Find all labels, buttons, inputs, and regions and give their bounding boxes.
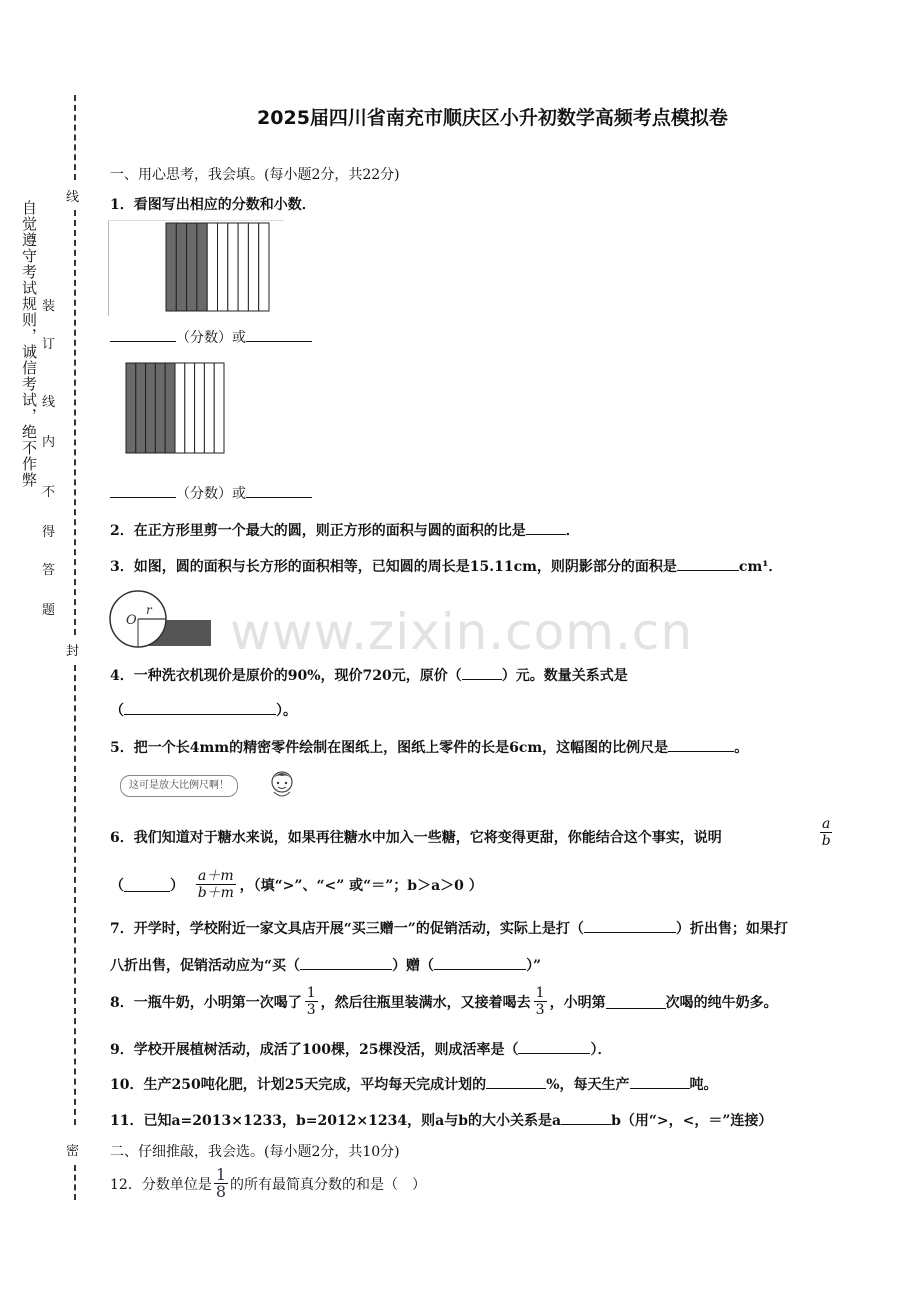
q5-text: 5．把一个长4mm的精密零件绘制在图纸上，图纸上零件的长是6cm，这幅图的比例尺是 bbox=[110, 740, 669, 756]
margin-label-feng: 封 bbox=[66, 644, 80, 659]
unshaded-strip bbox=[207, 223, 217, 311]
q1-figure-2 bbox=[125, 362, 225, 454]
answer-blank[interactable] bbox=[518, 1039, 590, 1054]
q11-a: 11．已知a=2013×1233，b=2012×1234，则a与b的大小关系是a bbox=[110, 1113, 562, 1129]
unshaded-strip bbox=[259, 223, 269, 311]
q7-end: ）折出售；如果打 bbox=[675, 921, 788, 937]
q4-close: ）。 bbox=[276, 703, 297, 719]
shaded-strip bbox=[165, 363, 175, 453]
shaded-strip bbox=[155, 363, 165, 453]
answer-blank[interactable] bbox=[561, 1110, 611, 1125]
answer-blank[interactable] bbox=[462, 665, 502, 680]
q8-b: ，然后往瓶里装满水，又接着喝去 bbox=[320, 994, 531, 1011]
answer-blank[interactable] bbox=[110, 483, 176, 498]
shaded-strip bbox=[126, 363, 136, 453]
q6-tail: ，（填“>”、“<” 或“＝”；b＞a＞0 ） bbox=[239, 877, 483, 894]
q12-fraction-one-eighth: $\frac{1}{8}$ bbox=[215, 1165, 227, 1201]
q12-b: 的所有最简真分数的和是（ ） bbox=[230, 1176, 427, 1193]
q1-answer-line-1 bbox=[110, 327, 312, 347]
q8-fraction-one-third: $\frac{1}{3}$ bbox=[306, 985, 316, 1018]
binding-char: 不 bbox=[42, 485, 56, 500]
q6-text: 6．我们知道对于糖水来说，如果再往糖水中加入一些糖，它将变得更甜，你能结合这个事实，说明 bbox=[110, 830, 722, 846]
answer-blank[interactable] bbox=[124, 877, 170, 892]
q8-c: ，小明第 bbox=[549, 994, 606, 1011]
unshaded-strip bbox=[195, 363, 205, 453]
q8-d: 次喝的纯牛奶多。 bbox=[665, 994, 778, 1011]
answer-blank[interactable] bbox=[124, 700, 276, 715]
question-3 bbox=[110, 556, 782, 576]
answer-blank[interactable] bbox=[486, 1074, 546, 1089]
question-6 bbox=[110, 827, 722, 847]
q4-open: （ bbox=[110, 703, 124, 719]
margin-dashed-line-mid bbox=[74, 210, 76, 635]
question-6-line2 bbox=[110, 868, 483, 901]
question-4 bbox=[110, 665, 628, 685]
cartoon-girl-icon bbox=[266, 768, 298, 800]
fill-label: （分数）或 bbox=[176, 486, 246, 502]
question-12 bbox=[110, 1167, 426, 1200]
q9-end: ）． bbox=[590, 1042, 612, 1058]
radius-label: r bbox=[146, 603, 152, 617]
question-11 bbox=[110, 1110, 772, 1130]
binding-char: 内 bbox=[42, 435, 56, 450]
q5-end: 。 bbox=[734, 740, 749, 756]
bubble-text: 这可是放大比例尺啊！ bbox=[129, 780, 229, 791]
answer-blank[interactable] bbox=[110, 327, 176, 342]
q10-c: 吨。 bbox=[689, 1077, 718, 1093]
question-2 bbox=[110, 520, 580, 540]
margin-dashed-line-low bbox=[74, 665, 76, 1125]
shaded-strip bbox=[176, 223, 186, 311]
question-8 bbox=[110, 985, 778, 1018]
q12-a: 12．分数单位是 bbox=[110, 1176, 212, 1193]
answer-blank[interactable] bbox=[630, 1074, 690, 1089]
binding-notice-chars bbox=[42, 295, 58, 618]
binding-char: 线 bbox=[42, 395, 56, 410]
margin-label-xian: 线 bbox=[66, 190, 80, 205]
circle-rectangle-diagram bbox=[108, 588, 213, 650]
question-7-line2 bbox=[110, 955, 541, 975]
unshaded-strip bbox=[238, 223, 248, 311]
section-heading: 一、用心思考，我会填。(每小题2分，共22分) bbox=[110, 167, 400, 183]
shaded-strip bbox=[146, 363, 156, 453]
q1-answer-line-2 bbox=[110, 483, 312, 503]
unshaded-strip bbox=[185, 363, 195, 453]
q9-text: 9．学校开展植树活动，成活了100棵，25棵没活，则成活率是（ bbox=[110, 1042, 519, 1058]
unshaded-strip bbox=[248, 223, 258, 311]
binding-char: 订 bbox=[42, 337, 56, 352]
answer-blank[interactable] bbox=[606, 994, 666, 1009]
q6-fraction-a-over-b: $\frac{a}{b}$ bbox=[821, 816, 831, 849]
binding-char: 得 bbox=[42, 525, 56, 540]
margin-dashed-line-bottom bbox=[74, 1165, 76, 1200]
unshaded-strip bbox=[228, 223, 238, 311]
q2-text: 2．在正方形里剪一个最大的圆，则正方形的面积与圆的面积的比是 bbox=[110, 523, 526, 539]
q6-fraction-am-over-bm: $\frac{a+m}{b+m}$ bbox=[197, 868, 234, 901]
shaded-strip bbox=[187, 223, 197, 311]
q2-end: ． bbox=[565, 523, 580, 539]
question-5 bbox=[110, 737, 748, 757]
section-heading: 二、仔细推敲，我会选。(每小题2分，共10分) bbox=[110, 1144, 400, 1160]
shaded-strip bbox=[136, 363, 146, 453]
answer-blank[interactable] bbox=[677, 556, 739, 571]
q1-figure-1 bbox=[165, 222, 270, 312]
q6-open: （ bbox=[110, 877, 124, 894]
q7-a: 八折出售，促销活动应为“买（ bbox=[110, 958, 301, 974]
q11-b: b（用“>，<，＝”连接） bbox=[611, 1113, 773, 1129]
q7-c: ）” bbox=[526, 958, 542, 974]
answer-blank[interactable] bbox=[434, 955, 526, 970]
q10-a: 10．生产250吨化肥，计划25天完成，平均每天完成计划的 bbox=[110, 1077, 487, 1093]
q10-b: %，每天生产 bbox=[546, 1077, 630, 1093]
question-10 bbox=[110, 1074, 718, 1094]
unshaded-strip bbox=[218, 223, 228, 311]
exam-honesty-notice: 自觉遵守考试规则，诚信考试，绝不作弊 bbox=[20, 200, 38, 488]
watermark: www.zixin.com.cn bbox=[230, 603, 694, 661]
q7-text: 7．开学时，学校附近一家文具店开展“买三赠一”的促销活动，实际上是打（ bbox=[110, 921, 584, 937]
answer-blank[interactable] bbox=[246, 483, 312, 498]
binding-char: 题 bbox=[42, 603, 56, 618]
q3-text: 3．如图，圆的面积与长方形的面积相等，已知圆的周长是15.11cm，则阴影部分的面积是 bbox=[110, 559, 677, 575]
question-9 bbox=[110, 1039, 611, 1059]
binding-char: 装 bbox=[42, 299, 56, 314]
answer-blank[interactable] bbox=[526, 520, 566, 535]
unshaded-strip bbox=[175, 363, 185, 453]
q5-speech-bubble bbox=[120, 775, 238, 797]
q6-close: ） bbox=[170, 877, 184, 894]
q4-mid: ）元。数量关系式是 bbox=[501, 668, 628, 684]
binding-char: 答 bbox=[42, 563, 56, 578]
q4-text: 4．一种洗衣机现价是原价的90%，现价720元，原价（ bbox=[110, 668, 462, 684]
answer-blank[interactable] bbox=[300, 955, 392, 970]
question-1: 1．看图写出相应的分数和小数． bbox=[110, 197, 316, 213]
answer-blank[interactable] bbox=[584, 918, 676, 933]
page-title: 2025届四川省南充市顺庆区小升初数学高频考点模拟卷 bbox=[257, 107, 728, 129]
question-7 bbox=[110, 918, 788, 938]
answer-blank[interactable] bbox=[668, 737, 734, 752]
q8-fraction-one-third-2: $\frac{1}{3}$ bbox=[535, 985, 545, 1018]
q3-figure bbox=[108, 588, 213, 650]
question-4-line2 bbox=[110, 700, 297, 720]
fill-label: （分数）或 bbox=[176, 330, 246, 346]
q3-unit: cm¹． bbox=[738, 559, 783, 575]
shaded-strip bbox=[166, 223, 176, 311]
q8-a: 8．一瓶牛奶，小明第一次喝了 bbox=[110, 994, 302, 1011]
answer-blank[interactable] bbox=[246, 327, 312, 342]
unshaded-strip bbox=[204, 363, 214, 453]
margin-label-mi: 密 bbox=[66, 1144, 80, 1159]
unshaded-strip bbox=[214, 363, 224, 453]
shaded-strip bbox=[197, 223, 207, 311]
q7-b: ）赠（ bbox=[392, 958, 435, 974]
center-label: O bbox=[126, 613, 137, 628]
